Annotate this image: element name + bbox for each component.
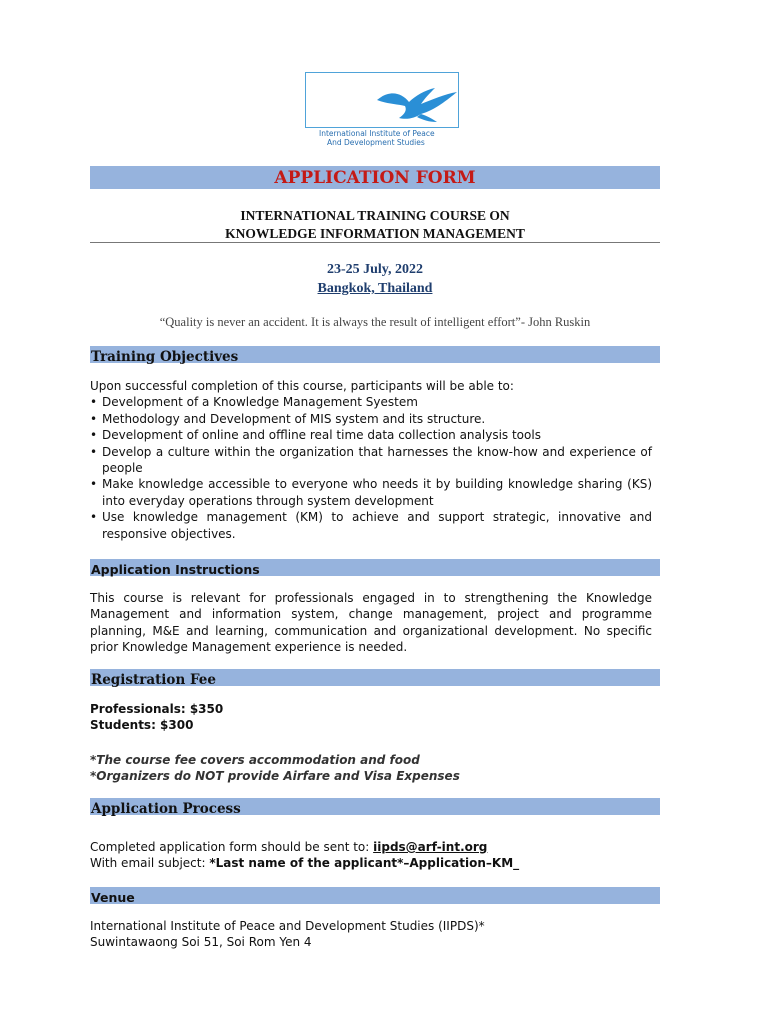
title-divider <box>90 242 660 243</box>
fee-notes <box>90 752 652 785</box>
venue-line-1: International Institute of Peace and Development Studies (IIPDS)* <box>90 919 485 933</box>
objectives-body <box>90 378 652 542</box>
list-item: • Methodology and Development of MIS system and its structure. <box>90 411 652 427</box>
fee-students: Students: $300 <box>90 718 194 733</box>
venue-line-2: Suwintawaong Soi 51, Soi Rom Yen 4 <box>90 935 312 950</box>
page-title: APPLICATION FORM <box>274 168 476 188</box>
logo-line-2: And Development Studies <box>327 138 425 147</box>
section-heading: Venue <box>91 890 135 905</box>
process-body <box>90 839 652 872</box>
iipds-logo <box>305 72 459 150</box>
list-item: • Make knowledge accessible to everyone who needs it by building knowledge sharing (KS) into everyday operations through system development <box>90 476 652 509</box>
fee-body <box>90 701 652 734</box>
course-place: Bangkok, Thailand <box>317 281 433 296</box>
process-line-1 <box>90 839 652 855</box>
section-bar-registration-fee <box>90 669 660 686</box>
dove-icon <box>375 78 459 124</box>
fee-professionals: Professionals: $350 <box>90 702 224 716</box>
fee-note-1: *The course fee covers accommodation and food <box>90 753 420 767</box>
section-bar-application-instructions <box>90 559 660 576</box>
course-title-line-1: INTERNATIONAL TRAINING COURSE ON <box>240 208 510 223</box>
section-heading: Application Instructions <box>91 562 260 577</box>
section-bar-training-objectives <box>90 346 660 363</box>
fee-note-2: *Organizers do NOT provide Airfare and Visa Expenses <box>90 769 460 784</box>
email-subject: *Last name of the applicant*–Application–KM_ <box>209 856 520 871</box>
list-item: • Develop a culture within the organization that harnesses the know-how and experience of people <box>90 444 652 477</box>
quote: “Quality is never an accident. It is always the result of intelligent effort”- John Ruskin <box>159 315 591 329</box>
process-line-2-prefix: With email subject: <box>90 856 210 871</box>
section-bar-venue <box>90 887 660 904</box>
email-link[interactable]: iipds@arf-int.org <box>373 840 488 854</box>
list-item: • Development of online and offline real time data collection analysis tools <box>90 427 652 443</box>
process-line-1-prefix: Completed application form should be sent to: <box>90 840 374 854</box>
course-date: 23-25 July, 2022 <box>326 262 424 277</box>
course-title-line-2: KNOWLEDGE INFORMATION MANAGEMENT <box>225 226 525 241</box>
title-bar <box>90 166 660 189</box>
process-line-2 <box>90 855 652 871</box>
venue-body <box>90 918 652 951</box>
instructions-text: This course is relevant for professionals engaged in to strengthening the Knowledge Management and information system, change management, project and programme planning, M&E and learning, communication and organizational development. No specific prior Knowledge Management experience is needed. <box>90 591 652 655</box>
section-heading: Registration Fee <box>91 672 216 688</box>
list-item: • Development of a Knowledge Management Syestem <box>90 394 652 410</box>
section-bar-application-process <box>90 798 660 815</box>
logo-caption <box>319 129 459 147</box>
section-heading: Application Process <box>91 801 241 817</box>
logo-line-1: International Institute of Peace <box>319 129 435 138</box>
objectives-intro: Upon successful completion of this course, participants will be able to: <box>90 379 514 393</box>
section-heading: Training Objectives <box>91 349 239 365</box>
list-item: • Use knowledge management (KM) to achieve and support strategic, innovative and responsive objectives. <box>90 509 652 542</box>
course-title <box>90 207 660 243</box>
objectives-list <box>90 394 652 542</box>
